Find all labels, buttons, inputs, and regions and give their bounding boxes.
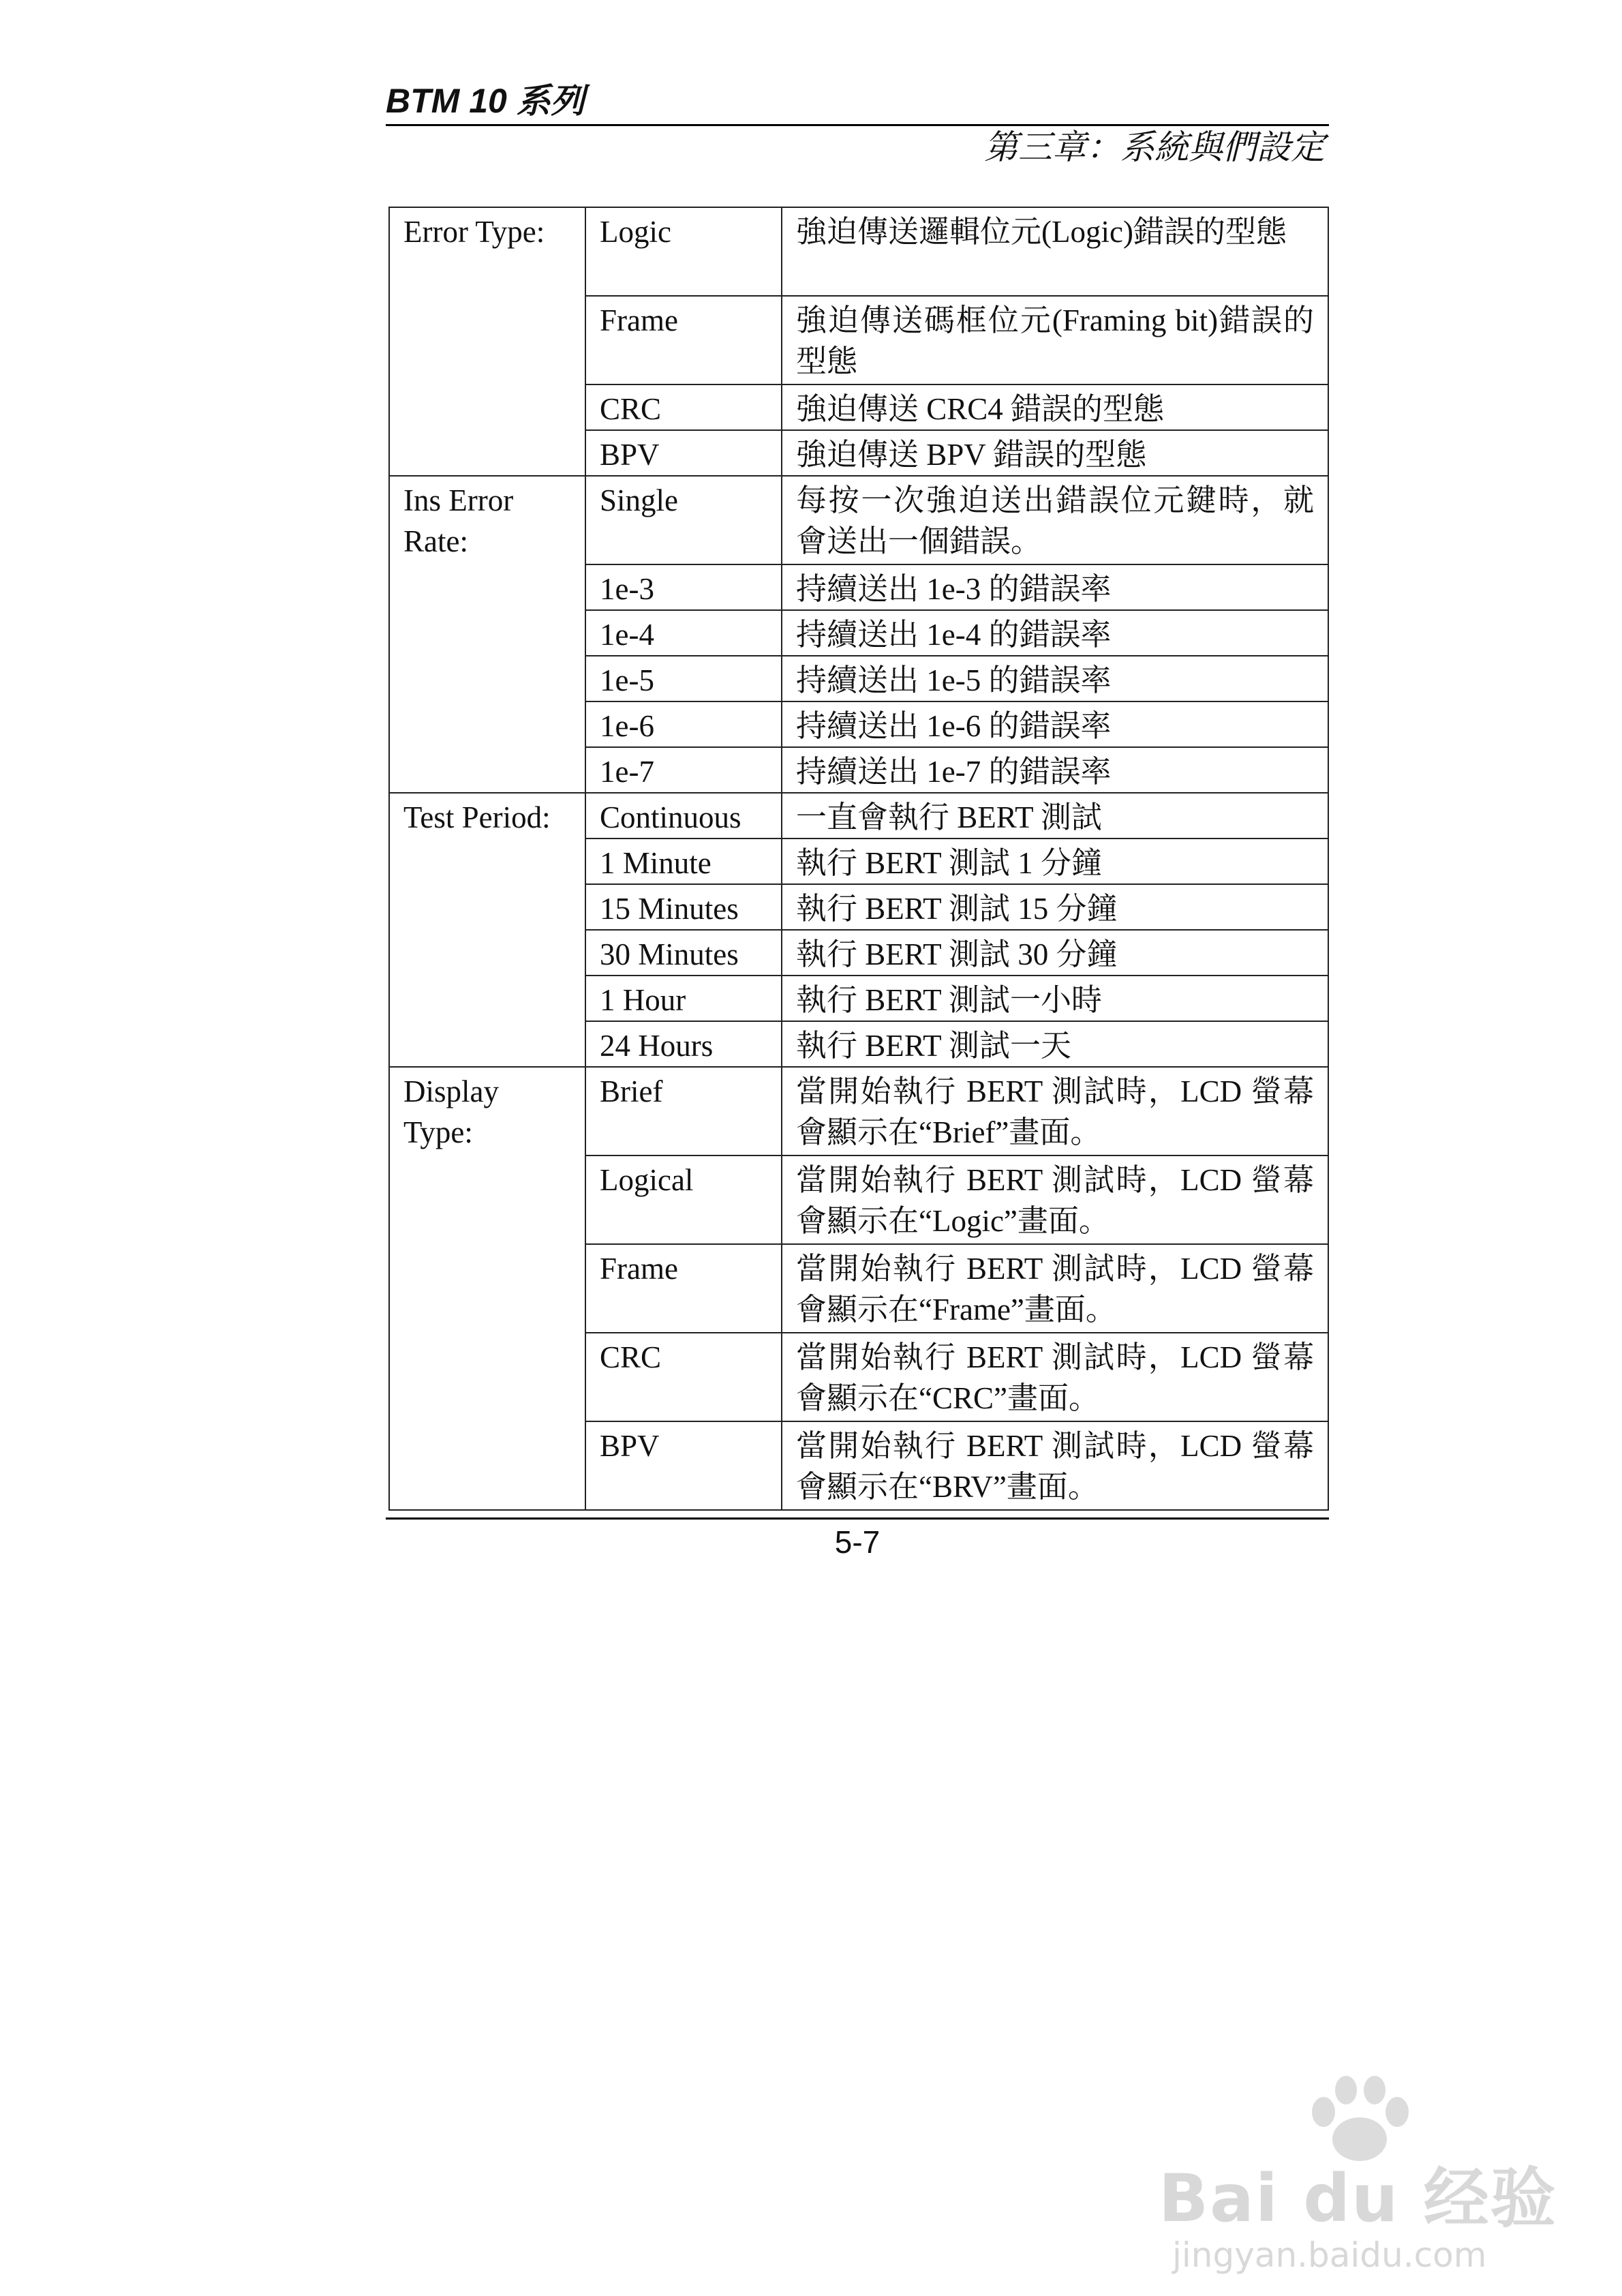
option-cell: 15 Minutes — [585, 884, 782, 930]
description-cell: 持續送出 1e-4 的錯誤率 — [782, 610, 1328, 656]
watermark-url: jingyan.baidu.com — [1172, 2235, 1487, 2275]
description-cell: 執行 BERT 測試 15 分鐘 — [782, 884, 1328, 930]
option-cell: 24 Hours — [585, 1021, 782, 1067]
option-cell: Continuous — [585, 793, 782, 839]
chapter-title: 第三章：系統與們設定 — [984, 127, 1325, 167]
baidu-watermark — [1159, 2072, 1567, 2277]
table-row — [389, 793, 1328, 839]
description-cell: 持續送出 1e-5 的錯誤率 — [782, 656, 1328, 701]
option-cell: BPV — [585, 1421, 782, 1510]
description-cell: 執行 BERT 測試 1 分鐘 — [782, 839, 1328, 884]
group-label-ins-error-rate: Ins Error Rate: — [389, 476, 585, 793]
paw-icon — [1302, 2072, 1418, 2168]
group-label-display-type: Display Type: — [389, 1067, 585, 1510]
description-cell: 持續送出 1e-7 的錯誤率 — [782, 747, 1328, 793]
option-cell: 1e-3 — [585, 564, 782, 610]
option-cell: 30 Minutes — [585, 930, 782, 976]
option-cell: Logical — [585, 1155, 782, 1244]
option-cell: Frame — [585, 296, 782, 384]
description-cell: 強迫傳送 CRC4 錯誤的型態 — [782, 384, 1328, 430]
option-cell: CRC — [585, 384, 782, 430]
document-title: BTM 10 系列 — [386, 82, 585, 120]
description-cell: 執行 BERT 測試一小時 — [782, 976, 1328, 1021]
table-row — [389, 207, 1328, 296]
description-cell: 強迫傳送邏輯位元(Logic)錯誤的型態 — [782, 207, 1328, 296]
page-header — [386, 68, 1329, 170]
description-cell: 當開始執行 BERT 測試時，LCD 螢幕會顯示在“Frame”畫面。 — [782, 1244, 1328, 1333]
option-cell: BPV — [585, 430, 782, 476]
description-cell: 強迫傳送 BPV 錯誤的型態 — [782, 430, 1328, 476]
group-label-error-type: Error Type: — [389, 207, 585, 476]
page-number: 5-7 — [834, 1524, 881, 1560]
description-cell: 執行 BERT 測試一天 — [782, 1021, 1328, 1067]
table-row — [389, 1067, 1328, 1155]
option-cell: 1e-5 — [585, 656, 782, 701]
option-cell: Single — [585, 476, 782, 564]
footer-divider — [386, 1517, 1329, 1520]
description-cell: 強迫傳送碼框位元(Framing bit)錯誤的型態 — [782, 296, 1328, 384]
description-cell: 當開始執行 BERT 測試時，LCD 螢幕會顯示在“BRV”畫面。 — [782, 1421, 1328, 1510]
description-cell: 當開始執行 BERT 測試時，LCD 螢幕會顯示在“Brief”畫面。 — [782, 1067, 1328, 1155]
watermark-logo-text: Bai du 经验 — [1159, 2160, 1557, 2237]
option-cell: 1 Hour — [585, 976, 782, 1021]
option-cell: 1e-7 — [585, 747, 782, 793]
header-divider — [386, 124, 1329, 126]
option-cell: 1e-4 — [585, 610, 782, 656]
description-cell: 每按一次強迫送出錯誤位元鍵時，就會送出一個錯誤。 — [782, 476, 1328, 564]
option-cell: CRC — [585, 1333, 782, 1421]
description-cell: 當開始執行 BERT 測試時，LCD 螢幕會顯示在“CRC”畫面。 — [782, 1333, 1328, 1421]
group-label-test-period: Test Period: — [389, 793, 585, 1067]
description-cell: 執行 BERT 測試 30 分鐘 — [782, 930, 1328, 976]
description-cell: 一直會執行 BERT 測試 — [782, 793, 1328, 839]
option-cell: Frame — [585, 1244, 782, 1333]
option-cell: Brief — [585, 1067, 782, 1155]
description-cell: 當開始執行 BERT 測試時，LCD 螢幕會顯示在“Logic”畫面。 — [782, 1155, 1328, 1244]
settings-table — [388, 207, 1329, 1511]
table-row — [389, 476, 1328, 564]
option-cell: 1e-6 — [585, 701, 782, 747]
option-cell: 1 Minute — [585, 839, 782, 884]
description-cell: 持續送出 1e-3 的錯誤率 — [782, 564, 1328, 610]
option-cell: Logic — [585, 207, 782, 296]
description-cell: 持續送出 1e-6 的錯誤率 — [782, 701, 1328, 747]
